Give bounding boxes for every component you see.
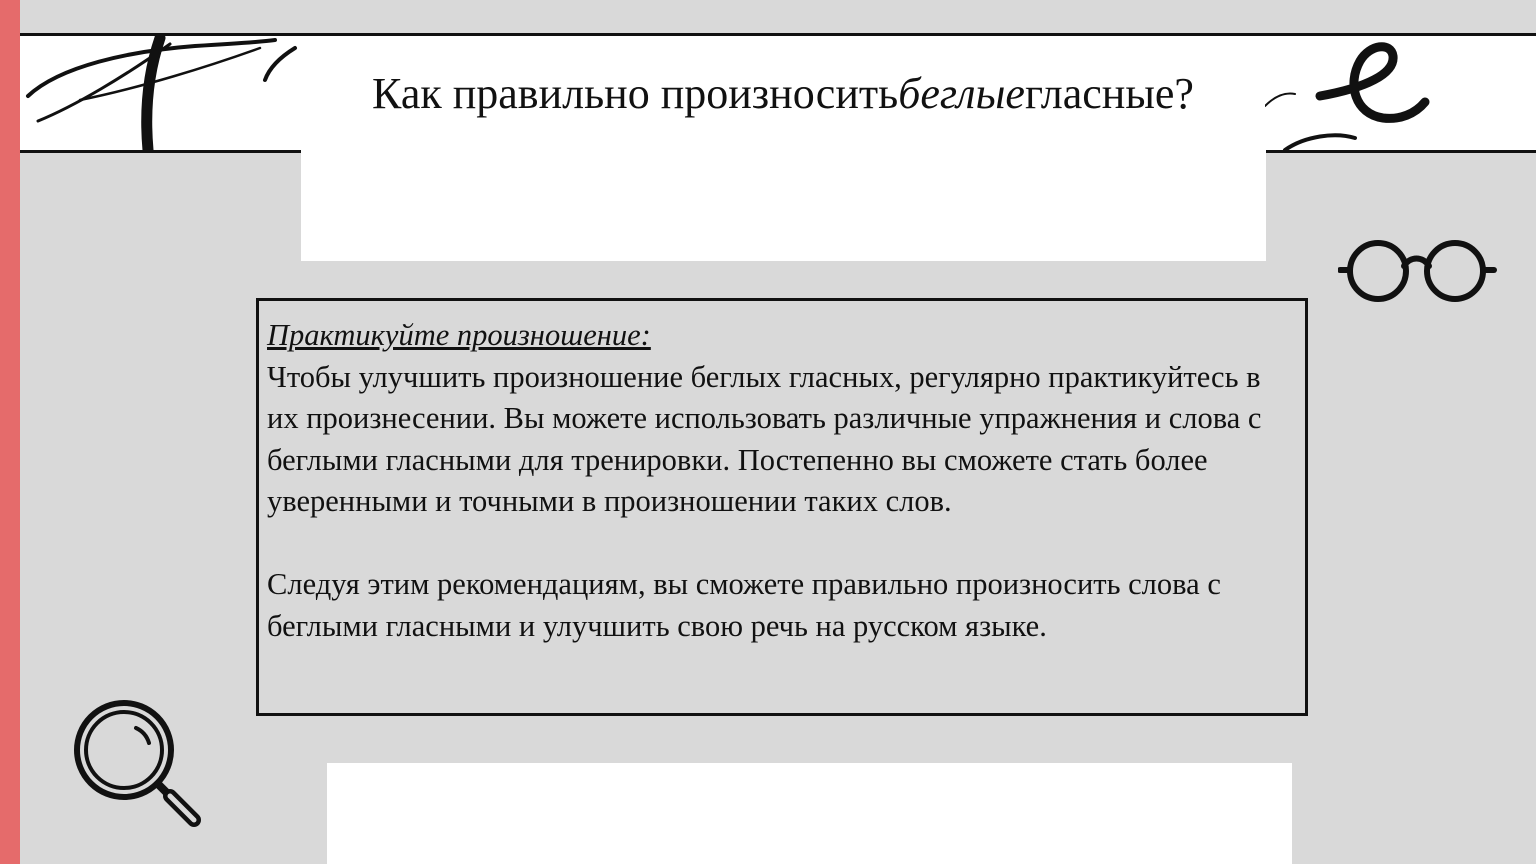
page-title	[300, 36, 1266, 150]
calligraphy-a-icon	[20, 36, 310, 150]
calligraphy-e-icon	[1265, 36, 1465, 150]
title-emphasis: беглые	[898, 68, 1025, 118]
paragraph-conclusion: Следуя этим рекомендациям, вы сможете правильно произносить слова с беглыми гласными и улучшить свою речь на русском языке.	[267, 567, 1221, 643]
paragraph-gap	[267, 523, 1297, 565]
white-panel-bottom	[327, 763, 1292, 864]
paragraph-practice: Чтобы улучшить произношение беглых гласных, регулярно практикуйтесь в их произнесении. Вы можете использовать различные упражнения и слова с беглыми гласными для тренировки. Постепенно вы сможете стать более уверенными и точными в произношении таких слов.	[267, 359, 1262, 518]
title-part-2: гласные?	[1024, 68, 1194, 118]
title-part-1: Как правильно произносить	[372, 68, 899, 118]
glasses-icon	[1338, 238, 1498, 304]
box-heading: Практикуйте произношение:	[267, 318, 651, 352]
magnifier-icon	[70, 696, 205, 831]
practice-text-box	[256, 298, 1308, 716]
accent-stripe	[0, 0, 20, 864]
white-panel-top	[301, 150, 1266, 261]
